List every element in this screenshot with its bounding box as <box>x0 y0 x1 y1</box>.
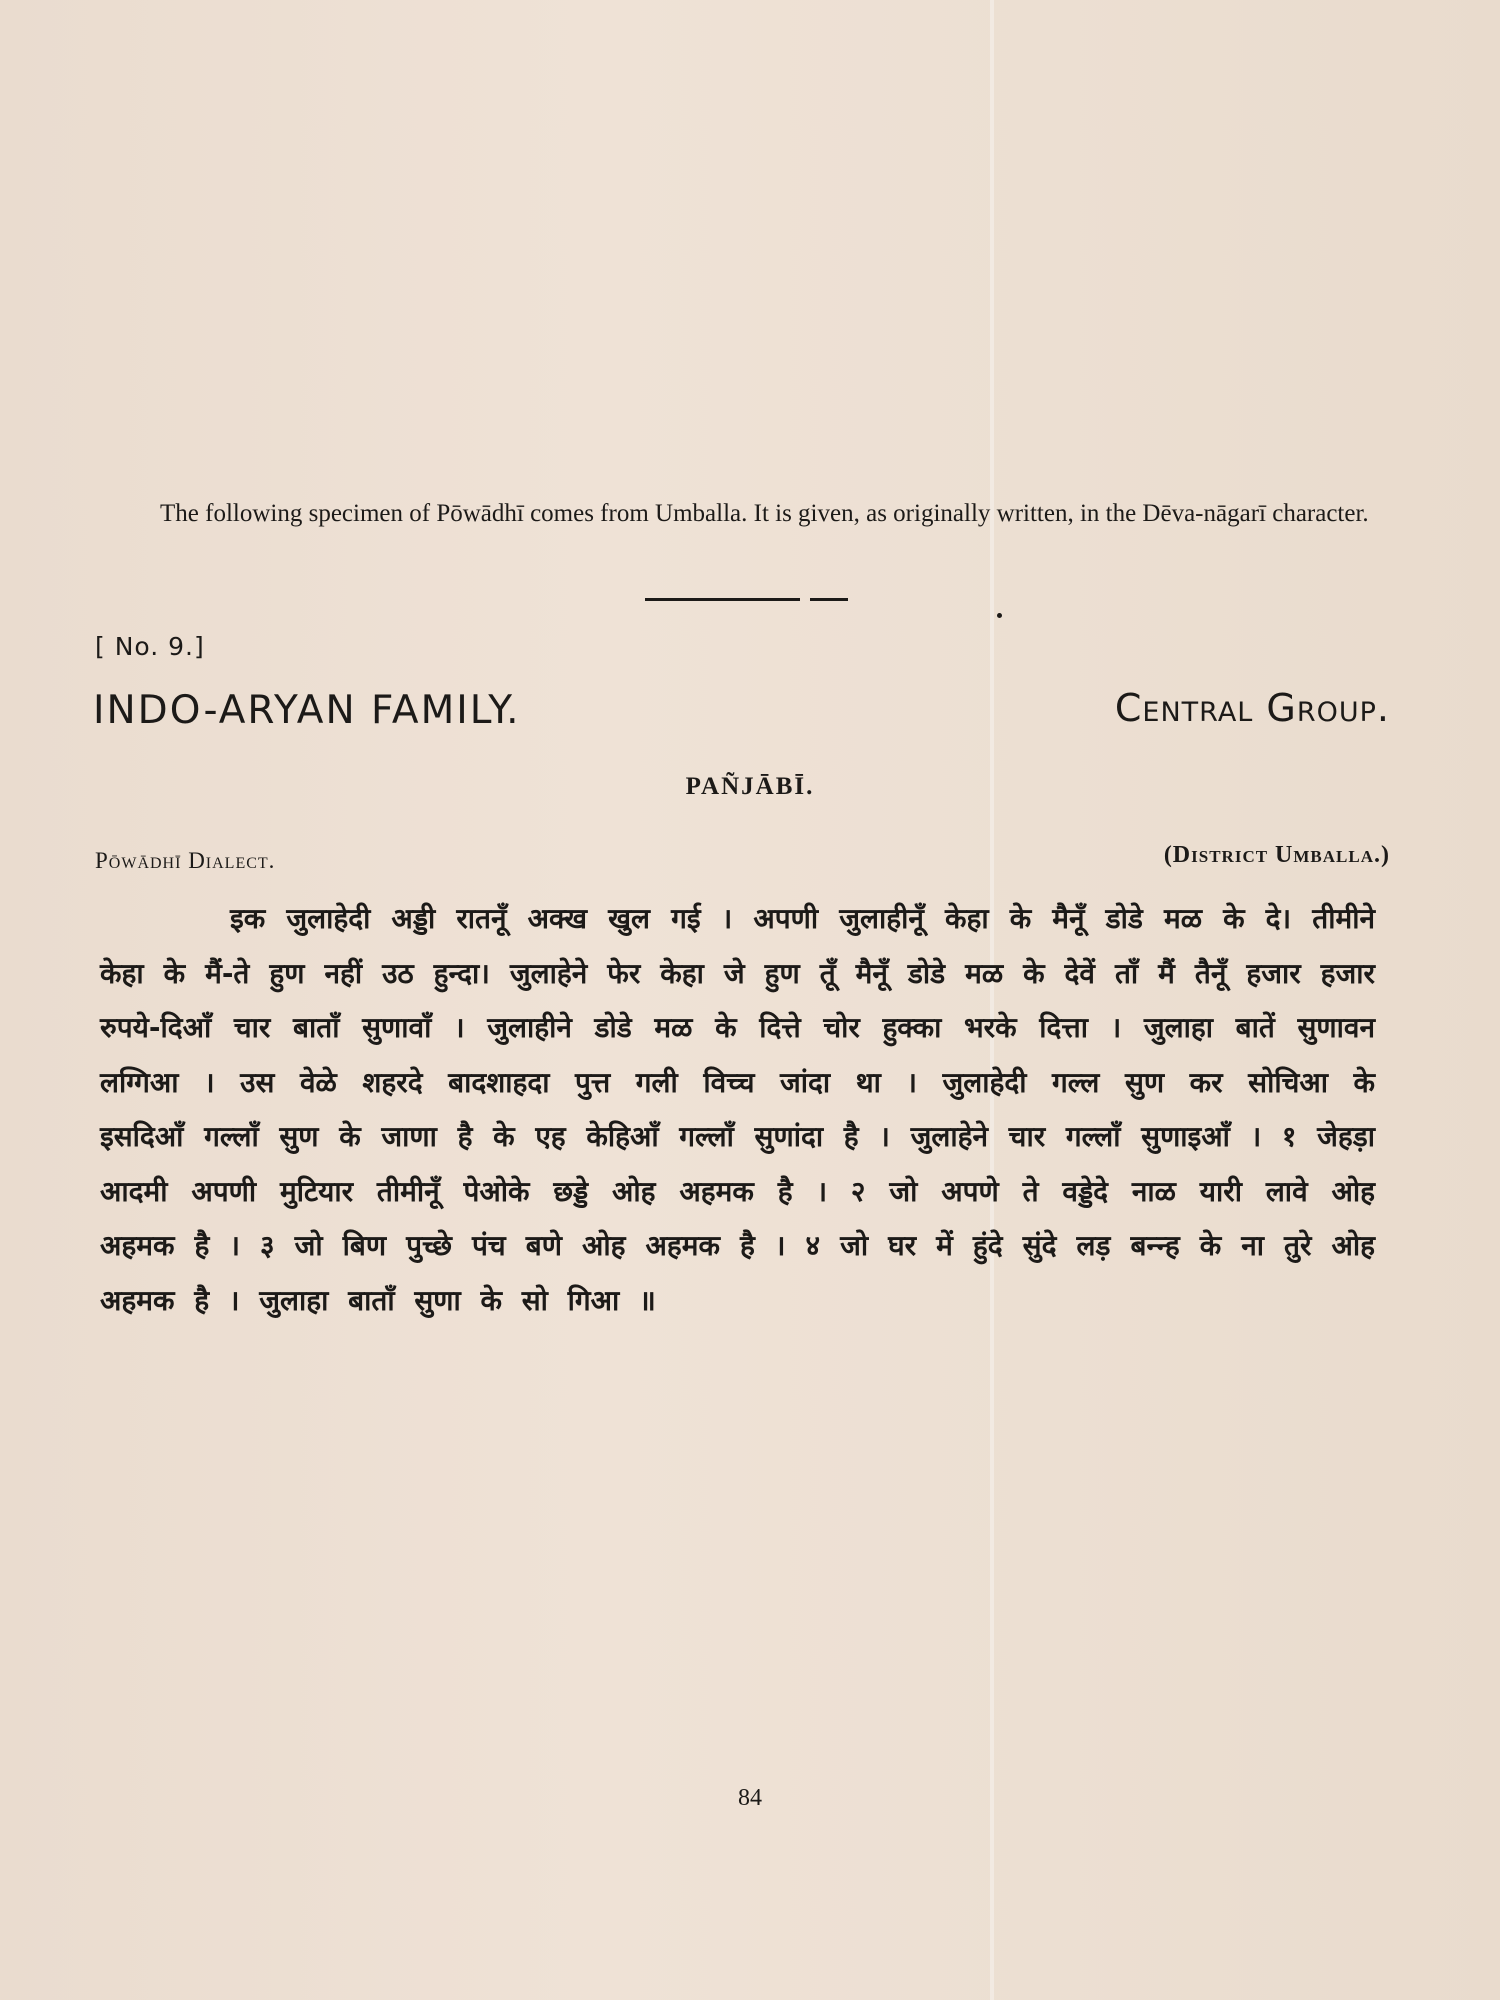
specimen-number: [ No. 9.] <box>95 632 205 661</box>
page-number: 84 <box>738 1785 762 1811</box>
devanagari-specimen <box>100 892 1375 1328</box>
intro-paragraph <box>98 495 1398 533</box>
group-heading: Central Group. <box>1114 686 1390 730</box>
district-label: (District Umballa.) <box>1163 842 1390 868</box>
ink-dot <box>997 613 1002 618</box>
separator-rule-short <box>810 598 848 601</box>
language-heading: PAÑJĀBĪ. <box>685 773 815 800</box>
separator-rule <box>645 598 800 601</box>
family-heading: INDO-ARYAN FAMILY. <box>93 688 521 733</box>
dialect-label: Pōwādhī Dialect. <box>95 848 276 873</box>
intro-text: The following specimen of Pōwādhī comes from Umballa. It is given, as originally written, in the Dēva-nāgarī character. <box>160 500 1369 527</box>
specimen-text: इक जुलाहेदी अड्डी रातनूँ अक्ख खुल गई । अपणी जुलाहीनूँ केहा के मैनूँ डोडे मळ के दे। तीमीने केहा के मैं-ते हुण नहीं उठ हुन्दा। जुलाहेने फेर केहा जे हुण तूँ मैनूँ डोडे मळ के देवें ताँ मैं तैनूँ हजार हजार रुपये-दिआँ चार बाताँ सुणावाँ । जुलाहीने डोडे मळ के दित्ते चोर हुक्का भरके दित्ता । जुलाहा बातें सुणावन लग्गिआ । उस वेळे शहरदे बादशाहदा पुत्त गली विच्च जांदा था । जुलाहेदी गल्ल सुण कर सोचिआ के इसदिआँ गल्लाँ सुण के जाणा है के एह केहिआँ गल्लाँ सुणांदा है । जुलाहेने चार गल्लाँ सुणाइआँ । १ जेहड़ा आदमी अपणी मुटियार तीमीनूँ पेओके छड्डे ओह अहमक है । २ जो अपणे ते वड्डेदे नाळ यारी लावे ओह अहमक है । ३ जो बिण पुच्छे पंच बणे ओह अहमक है । ४ जो घर में हुंदे सुंदे लड़ बन्न्ह के ना तुरे ओह अहमक है । जुलाहा बाताँ सुणा के सो गिआ ॥ <box>100 902 1376 1317</box>
